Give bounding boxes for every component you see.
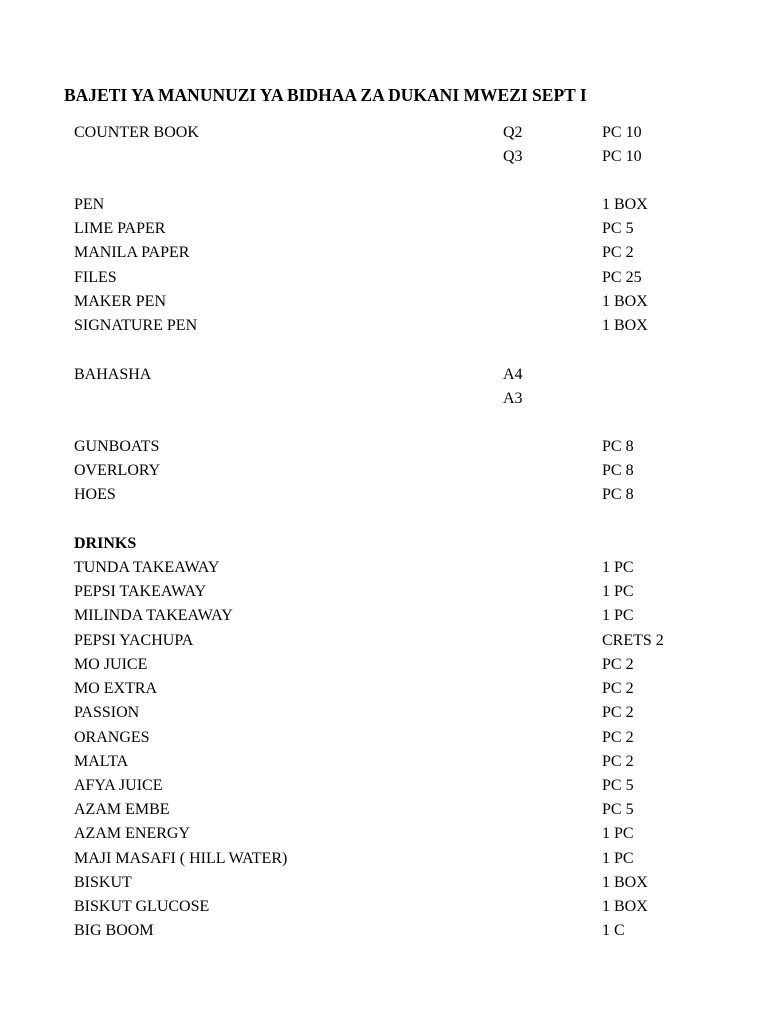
item-name: MILINDA TAKEAWAY <box>74 607 233 624</box>
item-name: MO EXTRA <box>74 680 158 697</box>
item-name: OVERLORY <box>74 462 161 479</box>
page-title: BAJETI YA MANUNUZI YA BIDHAA ZA DUKANI MWEZI SEPT I <box>64 85 587 105</box>
item-name: DRINKS <box>74 535 137 552</box>
item-quantity: CRETS 2 <box>602 632 664 649</box>
list-item <box>0 678 768 700</box>
list-item <box>0 194 768 216</box>
item-name: TUNDA TAKEAWAY <box>74 559 220 576</box>
list-item <box>0 364 768 386</box>
item-quantity: PC 2 <box>602 680 634 697</box>
item-quantity: PC 8 <box>602 462 634 479</box>
item-name: HOES <box>74 486 116 503</box>
list-item <box>0 557 768 579</box>
item-quantity: 1 BOX <box>602 898 648 915</box>
item-quantity: 1 PC <box>602 583 634 600</box>
item-quantity: 1 BOX <box>602 196 648 213</box>
list-item <box>0 122 768 144</box>
list-item <box>0 630 768 652</box>
item-name: ORANGES <box>74 729 150 746</box>
item-size: Q2 <box>503 124 523 141</box>
item-name: MO JUICE <box>74 656 148 673</box>
list-item <box>0 291 768 313</box>
item-name: SIGNATURE PEN <box>74 317 198 334</box>
list-item <box>0 218 768 240</box>
item-size: A4 <box>503 366 523 383</box>
list-item <box>0 654 768 676</box>
item-name: LIME PAPER <box>74 220 166 237</box>
item-quantity: 1 BOX <box>602 317 648 334</box>
list-item <box>0 848 768 870</box>
item-size: Q3 <box>503 148 523 165</box>
item-quantity: PC 5 <box>602 777 634 794</box>
item-name: PEPSI TAKEAWAY <box>74 583 207 600</box>
list-item <box>0 896 768 918</box>
list-item <box>0 267 768 289</box>
item-quantity: 1 BOX <box>602 293 648 310</box>
list-item <box>0 872 768 894</box>
list-item <box>0 799 768 821</box>
list-item <box>0 388 768 410</box>
list-item <box>0 823 768 845</box>
item-quantity: PC 2 <box>602 753 634 770</box>
item-quantity: 1 C <box>602 922 625 939</box>
item-name: MAKER PEN <box>74 293 167 310</box>
item-name: AFYA JUICE <box>74 777 163 794</box>
item-name: AZAM EMBE <box>74 801 170 818</box>
item-name: BIG BOOM <box>74 922 154 939</box>
item-quantity: PC 25 <box>602 269 642 286</box>
list-item <box>0 460 768 482</box>
item-quantity: PC 5 <box>602 220 634 237</box>
item-quantity: 1 BOX <box>602 874 648 891</box>
list-item <box>0 436 768 458</box>
list-item <box>0 242 768 264</box>
item-name: MAJI MASAFI ( HILL WATER) <box>74 850 288 867</box>
item-name: FILES <box>74 269 117 286</box>
list-item <box>0 775 768 797</box>
item-quantity: PC 8 <box>602 486 634 503</box>
item-quantity: PC 2 <box>602 244 634 261</box>
list-item <box>0 484 768 506</box>
item-name: BISKUT GLUCOSE <box>74 898 210 915</box>
list-item <box>0 727 768 749</box>
item-name: MALTA <box>74 753 129 770</box>
item-quantity: PC 2 <box>602 704 634 721</box>
item-name: GUNBOATS <box>74 438 160 455</box>
item-name: MANILA PAPER <box>74 244 190 261</box>
list-item <box>0 751 768 773</box>
list-item <box>0 581 768 603</box>
item-quantity: PC 10 <box>602 148 642 165</box>
item-name: PEPSI YACHUPA <box>74 632 194 649</box>
item-quantity: PC 2 <box>602 656 634 673</box>
list-item <box>0 605 768 627</box>
item-size: A3 <box>503 390 523 407</box>
item-name: COUNTER BOOK <box>74 124 199 141</box>
item-quantity: 1 PC <box>602 559 634 576</box>
item-name: BAHASHA <box>74 366 152 383</box>
list-item <box>0 146 768 168</box>
item-quantity: 1 PC <box>602 850 634 867</box>
list-item <box>0 315 768 337</box>
item-quantity: PC 8 <box>602 438 634 455</box>
item-name: PASSION <box>74 704 140 721</box>
item-quantity: PC 10 <box>602 124 642 141</box>
item-name: PEN <box>74 196 105 213</box>
item-name: BISKUT <box>74 874 132 891</box>
item-quantity: 1 PC <box>602 607 634 624</box>
item-name: AZAM ENERGY <box>74 825 190 842</box>
list-item <box>0 920 768 942</box>
section-heading-row <box>0 533 768 555</box>
list-item <box>0 702 768 724</box>
item-quantity: 1 PC <box>602 825 634 842</box>
item-quantity: PC 5 <box>602 801 634 818</box>
item-quantity: PC 2 <box>602 729 634 746</box>
